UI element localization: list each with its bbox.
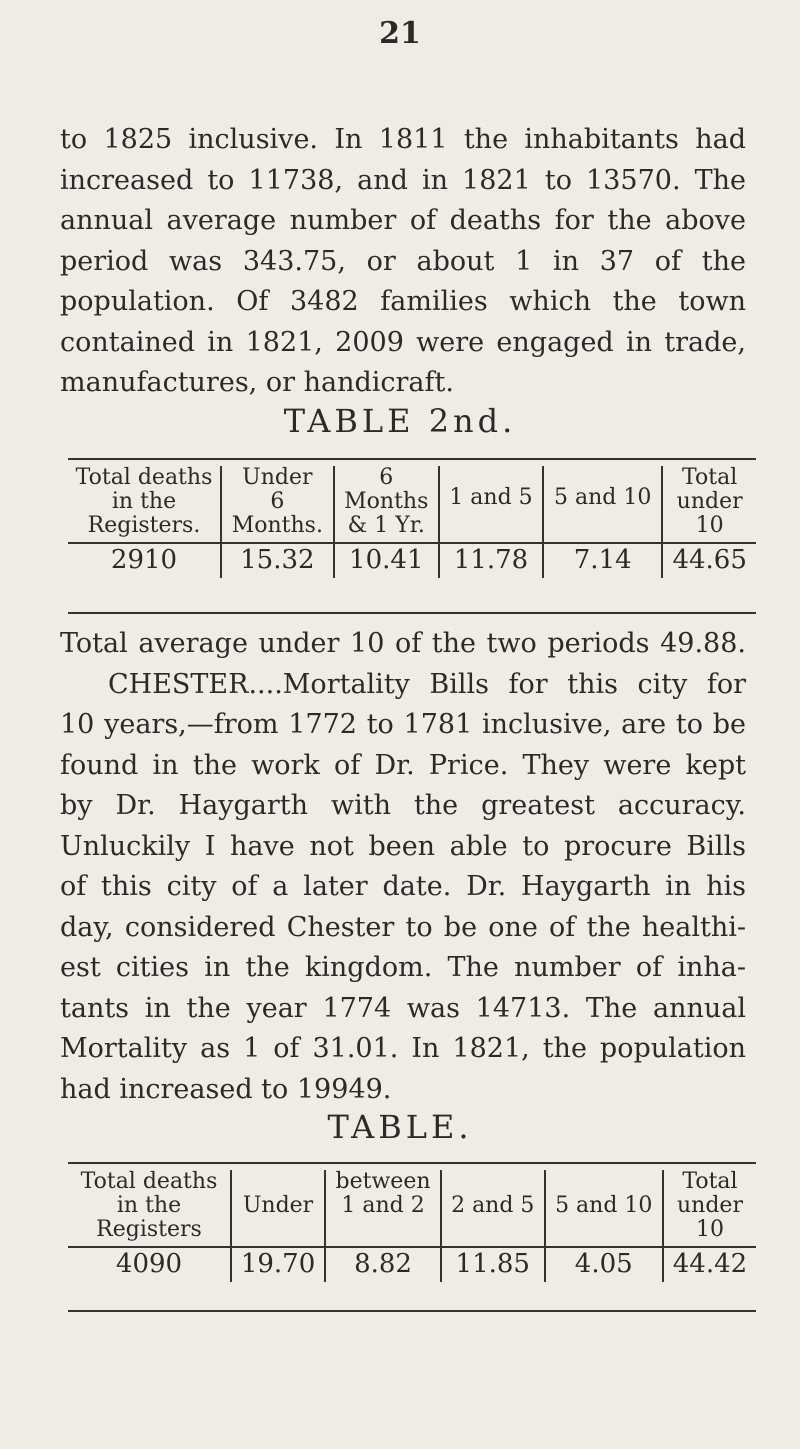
text-line: by Dr. Haygarth with the greatest accuracy. — [60, 790, 746, 821]
header-line: 10 — [695, 513, 724, 538]
header-line: Total — [682, 1169, 738, 1194]
text-line: population. Of 3482 families which the town — [60, 286, 746, 317]
header-line: Registers. — [87, 513, 201, 538]
header-6-months-1-yr — [334, 466, 439, 543]
header-line: 2 and 5 — [451, 1193, 535, 1218]
header-line: 5 and 10 — [554, 485, 652, 510]
table-value-row — [68, 1247, 756, 1282]
header-total-under-10 — [662, 466, 756, 543]
text-line: 10 years,—from 1772 to 1781 inclusive, are to be — [60, 709, 746, 740]
table-header-row — [68, 466, 756, 543]
header-between-1-and-2 — [325, 1170, 441, 1247]
value-total-deaths: 4090 — [115, 1249, 183, 1279]
header-line: under — [676, 489, 743, 514]
header-total-deaths — [68, 1170, 231, 1247]
value-1-and-5: 11.78 — [439, 543, 543, 578]
table-rule-bottom — [68, 1310, 756, 1312]
paragraph-2 — [60, 624, 746, 1110]
header-under — [231, 1170, 325, 1247]
header-line: Under — [242, 465, 313, 490]
text-line: increased to 11738, and in 1821 to 13570. The — [60, 164, 746, 196]
header-line: 1 and 2 — [341, 1193, 425, 1218]
header-line: 6 — [379, 465, 394, 490]
value-1-and-2: 8.82 — [325, 1247, 441, 1282]
header-line: Under — [242, 1193, 314, 1218]
text-line: Total average under 10 of the two periods 49.88. — [60, 628, 746, 659]
header-5-and-10 — [545, 1170, 663, 1247]
header-line: Total — [682, 465, 738, 490]
header-line: in the — [116, 1193, 182, 1218]
header-1-and-5 — [439, 466, 543, 543]
value-under-6-months: 15.32 — [221, 543, 334, 578]
text-line: Mortality as 1 of 31.01. In 1821, the population — [60, 1033, 746, 1064]
page-number: 21 — [379, 16, 421, 51]
value-2-and-5: 11.85 — [441, 1247, 545, 1282]
table-rule-top — [68, 458, 756, 460]
header-line: Months — [344, 489, 429, 514]
text-line: annual average number of deaths for the above — [60, 205, 746, 236]
value-6-months-1-yr: 10.41 — [334, 543, 439, 578]
table-rule-bottom — [68, 612, 756, 614]
header-total-under-10 — [663, 1170, 756, 1247]
text-line: tants in the year 1774 was 14713. The annual — [60, 992, 746, 1024]
header-line: & 1 Yr. — [347, 513, 425, 538]
value-total-under-10: 44.42 — [663, 1247, 756, 1282]
value-total-under-10: 44.65 — [662, 543, 756, 578]
text-line: to 1825 inclusive. In 1811 the inhabitants had — [60, 124, 746, 155]
mortality-table-2nd — [68, 466, 756, 578]
table-title: TABLE 2nd. — [283, 402, 517, 440]
header-under-6-months — [221, 466, 334, 543]
header-2-and-5 — [441, 1170, 545, 1247]
header-line: in the — [111, 489, 177, 514]
text-line: CHESTER....Mortality Bills for this city for — [108, 668, 746, 700]
header-line: under — [677, 1193, 743, 1218]
value-total-deaths: 2910 — [110, 545, 178, 575]
header-line: 1 and 5 — [449, 485, 533, 510]
value-5-and-10: 7.14 — [543, 543, 662, 578]
header-total-deaths — [68, 466, 221, 543]
text-line: of this city of a later date. Dr. Haygarth in his — [60, 871, 746, 902]
text-line: contained in 1821, 2009 were engaged in trade, — [60, 326, 746, 358]
table-title: TABLE. — [327, 1108, 473, 1146]
table-header-row — [68, 1170, 756, 1247]
text-line: found in the work of Dr. Price. They were kept — [60, 749, 746, 781]
text-line: period was 343.75, or about 1 in 37 of the — [60, 245, 746, 277]
text-line: had increased to 19949. — [60, 1073, 392, 1105]
text-line: est cities in the kingdom. The number of inha- — [60, 952, 746, 983]
table-value-row — [68, 543, 756, 578]
header-line: Months. — [231, 513, 323, 538]
text-line: manufactures, or handicraft. — [60, 367, 454, 398]
header-line: Total deaths — [75, 465, 213, 490]
header-line: Total deaths — [80, 1169, 218, 1194]
paragraph-1 — [60, 120, 746, 404]
header-line: between — [335, 1169, 431, 1194]
header-line: 6 — [270, 489, 285, 514]
header-5-and-10 — [543, 466, 662, 543]
header-line: 10 — [695, 1217, 724, 1242]
value-under: 19.70 — [231, 1247, 325, 1282]
header-line: 5 and 10 — [555, 1193, 653, 1218]
text-line: Unluckily I have not been able to procure Bills — [60, 830, 746, 862]
text-line: day, considered Chester to be one of the healthi- — [60, 911, 746, 943]
value-5-and-10: 4.05 — [545, 1247, 663, 1282]
mortality-table — [68, 1170, 756, 1282]
header-line: Registers — [96, 1217, 202, 1242]
table-rule-top — [68, 1162, 756, 1164]
